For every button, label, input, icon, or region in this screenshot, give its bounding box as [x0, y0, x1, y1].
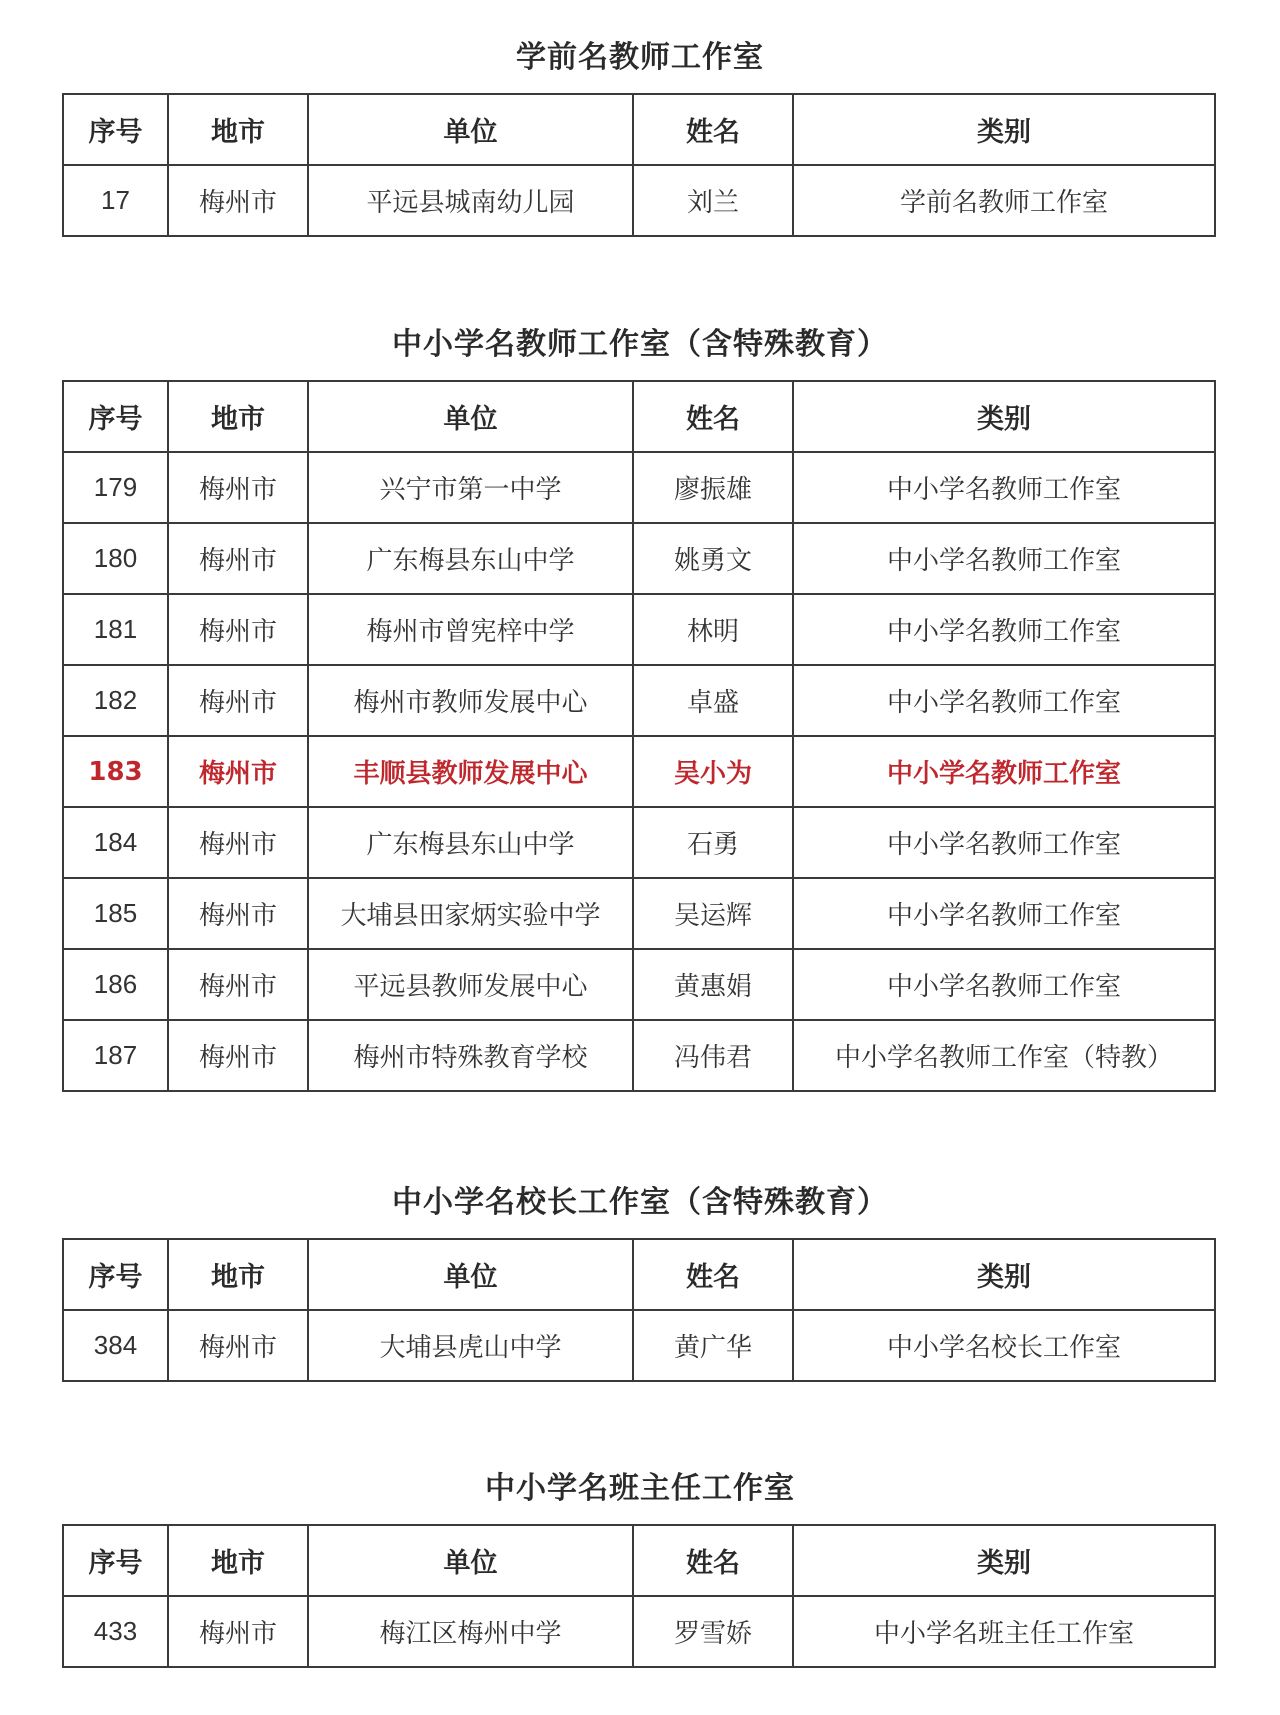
cell-name: 林明 — [633, 594, 793, 665]
cell-category: 中小学名教师工作室 — [793, 594, 1215, 665]
table-row — [63, 452, 1215, 523]
cell-unit: 兴宁市第一中学 — [308, 452, 633, 523]
cell-city: 梅州市 — [168, 807, 308, 878]
cell-city: 梅州市 — [168, 1596, 308, 1667]
section-title-preschool: 学前名教师工作室 — [516, 40, 764, 75]
table-row — [63, 807, 1215, 878]
header-index: 序号 — [63, 381, 168, 452]
cell-index: 179 — [63, 452, 168, 523]
header-name: 姓名 — [633, 381, 793, 452]
cell-category: 中小学名教师工作室（特教） — [793, 1020, 1215, 1091]
cell-index: 186 — [63, 949, 168, 1020]
table-row — [63, 949, 1215, 1020]
header-unit: 单位 — [308, 381, 633, 452]
cell-unit: 梅州市教师发展中心 — [308, 665, 633, 736]
table-row — [63, 665, 1215, 736]
cell-unit: 丰顺县教师发展中心 — [308, 736, 633, 807]
cell-index: 187 — [63, 1020, 168, 1091]
header-name: 姓名 — [633, 1239, 793, 1310]
cell-name: 吴小为 — [633, 736, 793, 807]
cell-name: 石勇 — [633, 807, 793, 878]
cell-category: 中小学名教师工作室 — [793, 452, 1215, 523]
cell-index: 181 — [63, 594, 168, 665]
cell-city: 梅州市 — [168, 665, 308, 736]
cell-name: 冯伟君 — [633, 1020, 793, 1091]
table-row — [63, 878, 1215, 949]
header-index: 序号 — [63, 94, 168, 165]
cell-unit: 平远县城南幼儿园 — [308, 165, 633, 236]
cell-index: 182 — [63, 665, 168, 736]
header-index: 序号 — [63, 1525, 168, 1596]
cell-city: 梅州市 — [168, 736, 308, 807]
table-row — [63, 165, 1215, 236]
cell-category: 中小学名教师工作室 — [793, 736, 1215, 807]
table-row — [63, 1020, 1215, 1091]
cell-category: 中小学名班主任工作室 — [793, 1596, 1215, 1667]
cell-city: 梅州市 — [168, 523, 308, 594]
table-row — [63, 594, 1215, 665]
teacher-table — [62, 380, 1216, 1092]
header-unit: 单位 — [308, 1525, 633, 1596]
cell-unit: 大埔县田家炳实验中学 — [308, 878, 633, 949]
cell-unit: 广东梅县东山中学 — [308, 523, 633, 594]
principal-table — [62, 1238, 1216, 1382]
cell-category: 中小学名教师工作室 — [793, 665, 1215, 736]
cell-unit: 大埔县虎山中学 — [308, 1310, 633, 1381]
cell-name: 罗雪娇 — [633, 1596, 793, 1667]
header-index: 序号 — [63, 1239, 168, 1310]
table-row-highlighted — [63, 736, 1215, 807]
cell-category: 中小学名教师工作室 — [793, 949, 1215, 1020]
preschool-table — [62, 93, 1216, 237]
table-header-row — [63, 381, 1215, 452]
section-title-teacher: 中小学名教师工作室（含特殊教育） — [392, 327, 888, 362]
header-category: 类别 — [793, 381, 1215, 452]
cell-city: 梅州市 — [168, 949, 308, 1020]
cell-category: 中小学名校长工作室 — [793, 1310, 1215, 1381]
header-name: 姓名 — [633, 94, 793, 165]
header-category: 类别 — [793, 1239, 1215, 1310]
header-unit: 单位 — [308, 94, 633, 165]
cell-city: 梅州市 — [168, 452, 308, 523]
cell-unit: 广东梅县东山中学 — [308, 807, 633, 878]
table-row — [63, 1596, 1215, 1667]
section-title-head-teacher: 中小学名班主任工作室 — [485, 1471, 795, 1506]
head-teacher-table — [62, 1524, 1216, 1668]
table-header-row — [63, 94, 1215, 165]
table-header-row — [63, 1525, 1215, 1596]
header-city: 地市 — [168, 94, 308, 165]
cell-index: 183 — [63, 736, 168, 807]
cell-unit: 平远县教师发展中心 — [308, 949, 633, 1020]
cell-index: 185 — [63, 878, 168, 949]
cell-index: 17 — [63, 165, 168, 236]
cell-category: 学前名教师工作室 — [793, 165, 1215, 236]
cell-name: 刘兰 — [633, 165, 793, 236]
cell-index: 384 — [63, 1310, 168, 1381]
table-row — [63, 1310, 1215, 1381]
header-category: 类别 — [793, 1525, 1215, 1596]
cell-name: 黄广华 — [633, 1310, 793, 1381]
cell-city: 梅州市 — [168, 1020, 308, 1091]
cell-category: 中小学名教师工作室 — [793, 523, 1215, 594]
cell-category: 中小学名教师工作室 — [793, 878, 1215, 949]
header-unit: 单位 — [308, 1239, 633, 1310]
header-city: 地市 — [168, 381, 308, 452]
cell-index: 180 — [63, 523, 168, 594]
cell-city: 梅州市 — [168, 594, 308, 665]
cell-category: 中小学名教师工作室 — [793, 807, 1215, 878]
cell-name: 黄惠娟 — [633, 949, 793, 1020]
header-name: 姓名 — [633, 1525, 793, 1596]
cell-index: 184 — [63, 807, 168, 878]
cell-name: 姚勇文 — [633, 523, 793, 594]
cell-unit: 梅州市曾宪梓中学 — [308, 594, 633, 665]
cell-city: 梅州市 — [168, 878, 308, 949]
header-city: 地市 — [168, 1239, 308, 1310]
cell-name: 廖振雄 — [633, 452, 793, 523]
section-title-principal: 中小学名校长工作室（含特殊教育） — [392, 1185, 888, 1220]
table-header-row — [63, 1239, 1215, 1310]
cell-name: 吴运辉 — [633, 878, 793, 949]
header-category: 类别 — [793, 94, 1215, 165]
cell-index: 433 — [63, 1596, 168, 1667]
cell-city: 梅州市 — [168, 1310, 308, 1381]
header-city: 地市 — [168, 1525, 308, 1596]
cell-unit: 梅江区梅州中学 — [308, 1596, 633, 1667]
table-row — [63, 523, 1215, 594]
cell-name: 卓盛 — [633, 665, 793, 736]
cell-unit: 梅州市特殊教育学校 — [308, 1020, 633, 1091]
cell-city: 梅州市 — [168, 165, 308, 236]
